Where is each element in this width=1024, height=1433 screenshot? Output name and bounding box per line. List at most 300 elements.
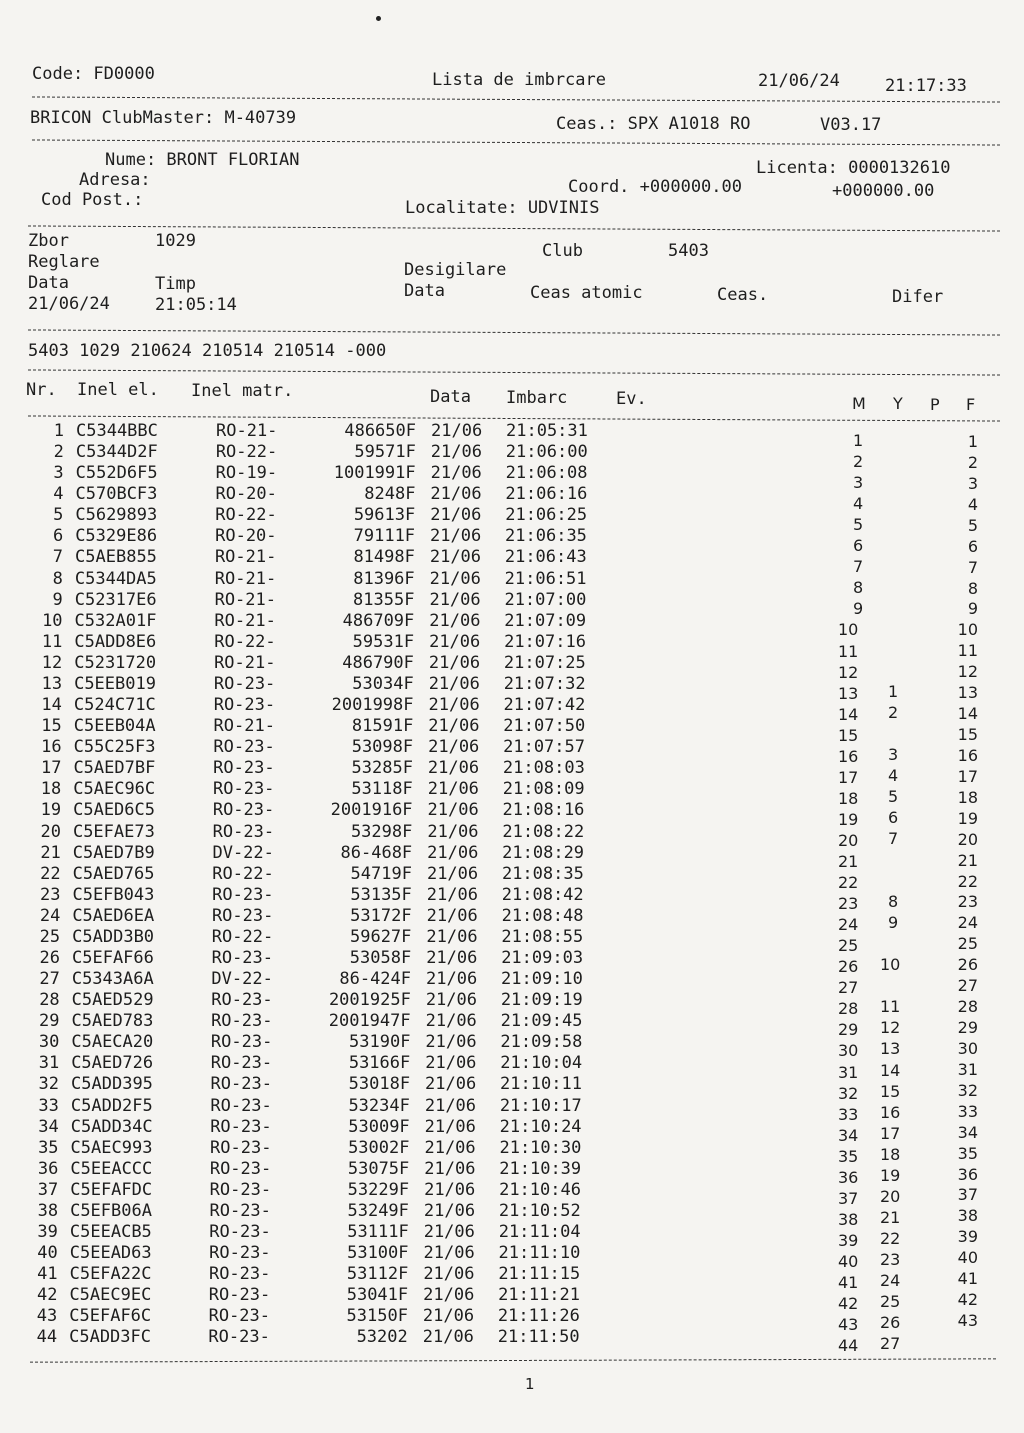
row-number: 2 xyxy=(53,442,64,463)
ring-prefix: RO-23- xyxy=(208,1264,271,1285)
table-row xyxy=(0,1284,1024,1314)
electronic-ring: C5EFB06A xyxy=(70,1200,152,1221)
ring-prefix: RO-21- xyxy=(214,652,276,673)
arrival-date: 21/06 xyxy=(423,1222,475,1243)
row-number: 34 xyxy=(38,1116,59,1137)
col-m: M xyxy=(852,394,866,413)
table-row xyxy=(0,990,1024,1019)
row-number: 26 xyxy=(39,948,60,968)
arrival-date: 21/06 xyxy=(424,1179,476,1200)
electronic-ring: C532A01F xyxy=(74,610,157,631)
ring-number: 53135F xyxy=(350,884,412,905)
rank-y: 25 xyxy=(880,1292,901,1312)
ink-dot xyxy=(376,16,381,21)
ring-number: 53100F xyxy=(347,1243,409,1264)
ring-prefix: RO-23- xyxy=(208,1306,271,1327)
row-number: 6 xyxy=(52,526,64,547)
electronic-ring: C5AECA20 xyxy=(71,1032,154,1053)
rank-y: 20 xyxy=(880,1186,901,1206)
rank-m: 30 xyxy=(838,1041,859,1061)
ring-number: 53172F xyxy=(350,905,412,926)
ring-number: 53249F xyxy=(347,1200,409,1221)
arrival-time: 21:08:29 xyxy=(502,842,585,863)
rank-m: 34 xyxy=(838,1125,859,1145)
arrival-time: 21:11:50 xyxy=(497,1327,580,1348)
ring-prefix: RO-23- xyxy=(209,1200,271,1221)
row-number: 5 xyxy=(53,505,64,526)
ring-number: 2001947F xyxy=(328,1011,411,1032)
arrival-time: 21:07:32 xyxy=(503,673,586,694)
row-number: 24 xyxy=(39,905,61,926)
table-row xyxy=(0,758,1024,787)
ring-number: 53075F xyxy=(347,1158,410,1179)
ring-prefix: RO-23- xyxy=(209,1158,272,1179)
arrival-date: 21/06 xyxy=(422,1327,474,1348)
rank-f: 41 xyxy=(957,1269,978,1289)
arrival-date: 21/06 xyxy=(426,926,478,947)
ring-number: 2001998F xyxy=(331,695,414,716)
row-number: 32 xyxy=(38,1074,60,1095)
electronic-ring: C5EEACB5 xyxy=(69,1222,152,1243)
rank-f: 40 xyxy=(957,1248,978,1268)
ring-prefix: RO-23- xyxy=(211,905,274,926)
ring-number: 486709F xyxy=(342,610,415,631)
row-number: 36 xyxy=(37,1158,59,1179)
separator xyxy=(32,96,1000,102)
arrival-date: 21/06 xyxy=(424,1158,476,1179)
ring-prefix: RO-23- xyxy=(208,1327,270,1348)
arrival-time: 21:09:10 xyxy=(501,969,583,990)
electronic-ring: C5629893 xyxy=(75,505,158,526)
ring-number: 53041F xyxy=(346,1285,409,1306)
row-number: 27 xyxy=(39,969,60,990)
table-row xyxy=(0,884,1024,914)
version: V03.17 xyxy=(820,115,882,135)
arrival-date: 21/06 xyxy=(425,990,477,1011)
rank-y: 14 xyxy=(880,1060,901,1080)
table-row xyxy=(0,1263,1024,1292)
arrival-date: 21/06 xyxy=(428,737,480,758)
ring-number: 53229F xyxy=(347,1179,410,1200)
row-number: 20 xyxy=(40,821,61,842)
row-number: 41 xyxy=(37,1264,58,1285)
owner-name: Nume: BRONT FLORIAN xyxy=(105,150,300,170)
rank-m: 41 xyxy=(838,1273,859,1292)
electronic-ring: C5EFAF6C xyxy=(69,1306,152,1327)
document-title: Lista de imbrcare xyxy=(432,70,606,90)
rank-m: 35 xyxy=(838,1146,859,1166)
row-number: 33 xyxy=(38,1095,59,1116)
rank-m: 24 xyxy=(838,915,859,935)
col-p: P xyxy=(930,395,940,414)
electronic-ring: C5AED7B9 xyxy=(72,842,155,863)
rank-y: 26 xyxy=(880,1313,901,1333)
row-number: 42 xyxy=(36,1285,58,1306)
ring-number: 59571F xyxy=(354,442,416,463)
ring-prefix: RO-23- xyxy=(209,1222,271,1243)
table-row xyxy=(0,589,1024,619)
table-row xyxy=(0,905,1024,935)
rank-y: 5 xyxy=(888,786,899,806)
col-data: Data xyxy=(430,387,471,407)
rank-y: 22 xyxy=(880,1228,901,1248)
rank-f: 6 xyxy=(967,536,978,556)
arrival-date: 21/06 xyxy=(425,1074,477,1095)
rank-m: 31 xyxy=(838,1062,859,1082)
arrival-date: 21/06 xyxy=(429,547,482,568)
arrival-date: 21/06 xyxy=(425,1032,477,1053)
row-number: 40 xyxy=(37,1243,58,1264)
rank-f: 17 xyxy=(957,766,978,786)
code-label: Code: FD0000 xyxy=(32,64,155,84)
table-row xyxy=(0,1221,1024,1250)
arrival-date: 21/06 xyxy=(426,884,478,905)
ring-number: 59613F xyxy=(353,505,416,526)
row-number: 7 xyxy=(52,547,64,568)
rank-f: 15 xyxy=(957,725,978,745)
club-value: 5403 xyxy=(668,241,709,261)
arrival-time: 21:06:43 xyxy=(504,547,587,568)
ring-prefix: RO-22- xyxy=(211,926,274,947)
rank-m: 14 xyxy=(838,704,859,724)
rank-m: 7 xyxy=(853,557,864,577)
table-row xyxy=(0,484,1024,514)
ring-number: 53058F xyxy=(349,948,412,968)
table-row xyxy=(0,926,1024,956)
ring-number: 53150F xyxy=(346,1306,408,1327)
table-row xyxy=(0,821,1024,850)
electronic-ring: C5ADD2F5 xyxy=(70,1095,153,1116)
arrival-time: 21:08:35 xyxy=(501,863,584,884)
ring-prefix: RO-23- xyxy=(212,800,275,821)
ring-prefix: RO-21- xyxy=(213,716,275,737)
rank-f: 7 xyxy=(967,557,978,577)
rank-m: 16 xyxy=(838,746,859,766)
electronic-ring: C5AED726 xyxy=(71,1053,154,1074)
header-time: 21:17:33 xyxy=(885,76,967,96)
arrival-time: 21:07:50 xyxy=(503,716,586,737)
flight-value: 1029 xyxy=(155,231,196,251)
ring-prefix: RO-23- xyxy=(211,948,274,968)
arrival-time: 21:09:19 xyxy=(500,990,583,1011)
postal-code-label: Cod Post.: xyxy=(41,190,144,210)
ring-number: 54719F xyxy=(350,863,412,884)
ring-number: 86-424F xyxy=(339,969,412,990)
arrival-date: 21/06 xyxy=(430,484,482,505)
arrival-time: 21:10:04 xyxy=(500,1053,583,1074)
rank-f: 13 xyxy=(957,683,978,703)
rank-y: 10 xyxy=(880,955,901,975)
row-number: 14 xyxy=(41,695,62,716)
ring-number: 53118F xyxy=(351,779,413,800)
ring-prefix: RO-22- xyxy=(215,505,277,526)
ring-number: 53190F xyxy=(349,1032,411,1053)
arrival-time: 21:06:25 xyxy=(505,505,588,526)
table-row xyxy=(0,442,1024,472)
rank-f: 12 xyxy=(957,662,978,682)
table-row xyxy=(0,1200,1024,1229)
ring-number: 81591F xyxy=(351,716,414,737)
row-number: 12 xyxy=(41,652,63,673)
table-row xyxy=(0,863,1024,893)
arrival-date: 21/06 xyxy=(424,1095,477,1116)
ring-prefix: RO-23- xyxy=(212,884,274,905)
rank-m: 4 xyxy=(853,494,864,514)
arrival-time: 21:10:24 xyxy=(499,1116,582,1137)
ring-number: 53112F xyxy=(346,1264,409,1285)
ring-number: 81396F xyxy=(353,568,415,589)
col-f: F xyxy=(966,395,976,414)
rank-m: 42 xyxy=(838,1294,859,1314)
rank-f: 10 xyxy=(957,620,978,640)
rank-f: 4 xyxy=(967,494,978,514)
timp-label: Timp xyxy=(155,274,196,294)
rank-f: 19 xyxy=(957,808,978,828)
rank-f: 36 xyxy=(957,1164,978,1184)
row-number: 9 xyxy=(52,589,63,610)
ring-prefix: DV-22- xyxy=(211,969,273,990)
coord: Coord. +000000.00 xyxy=(568,177,742,197)
row-number: 43 xyxy=(36,1306,58,1327)
electronic-ring: C5344DA5 xyxy=(74,568,157,589)
rank-m: 40 xyxy=(838,1251,859,1271)
row-number: 38 xyxy=(37,1200,59,1221)
ring-prefix: RO-21- xyxy=(214,568,277,589)
electronic-ring: C5231720 xyxy=(74,652,157,673)
rank-f: 20 xyxy=(957,829,978,849)
electronic-ring: C5AEB855 xyxy=(75,547,157,568)
row-number: 11 xyxy=(41,631,63,652)
arrival-time: 21:06:35 xyxy=(505,526,587,547)
arrival-date: 21/06 xyxy=(429,589,481,610)
ring-prefix: RO-22- xyxy=(212,863,274,884)
arrival-date: 21/06 xyxy=(431,421,483,441)
arrival-time: 21:08:09 xyxy=(502,779,585,800)
row-number: 22 xyxy=(40,863,61,884)
electronic-ring: C5EFB043 xyxy=(72,884,155,905)
arrival-time: 21:07:09 xyxy=(504,610,587,631)
row-number: 10 xyxy=(42,610,63,631)
rank-m: 12 xyxy=(838,662,859,682)
arrival-time: 21:05:31 xyxy=(506,421,588,441)
ring-prefix: RO-20- xyxy=(215,484,277,505)
clock-id: Ceas.: SPX A1018 RO xyxy=(556,114,751,134)
electronic-ring: C5AED6C5 xyxy=(73,800,155,821)
electronic-ring: C5EFAFDC xyxy=(70,1179,153,1200)
arrival-time: 21:10:17 xyxy=(499,1095,582,1116)
arrival-date: 21/06 xyxy=(428,716,480,737)
ring-prefix: RO-23- xyxy=(213,758,275,779)
rank-m: 29 xyxy=(838,1020,859,1040)
rank-f: 25 xyxy=(957,934,978,954)
row-number: 16 xyxy=(41,737,62,758)
row-number: 18 xyxy=(40,779,62,800)
ring-number: 2001925F xyxy=(328,990,411,1011)
arrival-date: 21/06 xyxy=(430,463,482,484)
row-number: 37 xyxy=(37,1179,59,1200)
rank-y: 8 xyxy=(888,892,899,912)
rank-y: 12 xyxy=(880,1018,901,1038)
table-row xyxy=(0,631,1024,661)
ring-prefix: RO-21- xyxy=(216,421,278,441)
row-number: 21 xyxy=(40,842,61,863)
arrival-date: 21/06 xyxy=(426,948,478,968)
table-row xyxy=(0,421,1024,451)
electronic-ring: C5ADD3B0 xyxy=(72,926,155,947)
rank-m: 8 xyxy=(853,578,864,598)
table-row xyxy=(0,1179,1024,1208)
rank-m: 2 xyxy=(853,452,864,472)
data-value: 21/06/24 xyxy=(28,294,110,314)
electronic-ring: C5ADD3FC xyxy=(69,1327,151,1348)
arrival-time: 21:11:21 xyxy=(498,1285,581,1306)
table-row xyxy=(0,1242,1024,1271)
timp-value: 21:05:14 xyxy=(155,295,237,315)
data-label: Data xyxy=(28,273,69,293)
ring-number: 79111F xyxy=(353,526,416,547)
rank-f: 22 xyxy=(957,871,978,891)
arrival-date: 21/06 xyxy=(426,905,478,926)
ring-number: 53202 xyxy=(356,1327,408,1348)
arrival-date: 21/06 xyxy=(427,800,479,821)
ring-prefix: RO-23- xyxy=(208,1285,271,1306)
rank-m: 28 xyxy=(838,999,859,1019)
row-number: 3 xyxy=(53,463,64,484)
rank-m: 13 xyxy=(838,683,859,703)
row-number: 17 xyxy=(40,758,62,779)
arrival-date: 21/06 xyxy=(427,821,479,842)
electronic-ring: C5ADD395 xyxy=(71,1074,153,1095)
table-row xyxy=(0,463,1024,493)
arrival-date: 21/06 xyxy=(426,863,479,884)
arrival-time: 21:06:51 xyxy=(504,568,587,589)
table-row xyxy=(0,1326,1024,1356)
rank-f: 21 xyxy=(957,850,978,870)
ring-prefix: RO-23- xyxy=(210,1137,272,1158)
table-row xyxy=(0,568,1024,598)
rank-m: 21 xyxy=(838,852,859,871)
flight-label: Zbor xyxy=(28,231,69,251)
ring-number: 53009F xyxy=(348,1116,410,1137)
ring-prefix: RO-23- xyxy=(213,737,275,758)
rank-f: 11 xyxy=(957,641,978,661)
rank-f: 42 xyxy=(957,1290,978,1310)
arrival-time: 21:08:03 xyxy=(502,758,585,779)
table-row xyxy=(0,969,1024,998)
row-number: 4 xyxy=(53,484,64,505)
arrival-time: 21:06:08 xyxy=(505,463,588,484)
arrival-date: 21/06 xyxy=(423,1200,476,1221)
table-row xyxy=(0,948,1024,977)
electronic-ring: C5AEC96C xyxy=(73,779,156,800)
ring-number: 53098F xyxy=(351,737,414,758)
arrival-date: 21/06 xyxy=(428,673,480,694)
rank-m: 44 xyxy=(838,1336,859,1356)
rank-y: 23 xyxy=(880,1249,901,1269)
rank-m: 27 xyxy=(838,978,859,998)
ring-prefix: RO-22- xyxy=(215,442,278,463)
ring-prefix: RO-23- xyxy=(210,1074,272,1095)
code-line: 5403 1029 210624 210514 210514 -000 xyxy=(28,341,387,361)
col-imbarc: Imbarc xyxy=(506,388,568,408)
row-number: 29 xyxy=(39,1011,60,1032)
row-number: 15 xyxy=(41,716,62,737)
ring-prefix: RO-23- xyxy=(210,1053,273,1074)
row-number: 1 xyxy=(53,421,64,441)
arrival-date: 21/06 xyxy=(429,610,481,631)
row-number: 19 xyxy=(40,800,62,821)
arrival-date: 21/06 xyxy=(424,1137,476,1158)
ring-prefix: RO-23- xyxy=(209,1179,272,1200)
rank-f: 8 xyxy=(967,578,978,598)
table-row xyxy=(0,1032,1024,1061)
arrival-date: 21/06 xyxy=(422,1306,475,1327)
arrival-date: 21/06 xyxy=(424,1116,476,1137)
ring-number: 53034F xyxy=(352,673,414,694)
rank-m: 18 xyxy=(838,788,859,808)
table-row xyxy=(0,800,1024,829)
ring-prefix: RO-21- xyxy=(214,610,276,631)
rank-f: 35 xyxy=(957,1143,978,1163)
table-row xyxy=(0,1011,1024,1040)
table-row xyxy=(0,779,1024,808)
rank-y: 15 xyxy=(880,1081,901,1101)
separator xyxy=(32,139,1000,145)
rank-f: 34 xyxy=(957,1122,978,1142)
ring-prefix: RO-23- xyxy=(210,1032,273,1053)
electronic-ring: C570BCF3 xyxy=(75,484,158,505)
col-ev: Ev. xyxy=(616,389,647,409)
table-row xyxy=(0,673,1024,703)
ring-prefix: RO-23- xyxy=(213,673,276,694)
separator xyxy=(30,1358,996,1362)
rank-m: 25 xyxy=(838,936,859,956)
rank-f: 29 xyxy=(957,1018,978,1038)
rank-f: 14 xyxy=(957,704,978,724)
ring-number: 2001916F xyxy=(330,800,413,821)
ring-prefix: RO-23- xyxy=(210,1095,272,1116)
row-number: 30 xyxy=(38,1032,60,1053)
arrival-date: 21/06 xyxy=(423,1285,475,1306)
table-row xyxy=(0,610,1024,640)
rank-f: 30 xyxy=(957,1038,978,1058)
arrival-date: 21/06 xyxy=(423,1243,475,1264)
desigilare-label: Desigilare xyxy=(404,260,507,280)
electronic-ring: C5EEB04A xyxy=(73,716,156,737)
ring-number: 53111F xyxy=(347,1222,409,1243)
rank-f: 3 xyxy=(967,473,978,493)
rank-y: 19 xyxy=(880,1165,901,1185)
rank-f: 28 xyxy=(957,997,978,1017)
table-row xyxy=(0,842,1024,871)
electronic-ring: C5344BBC xyxy=(76,421,158,441)
license: Licenta: 0000132610 xyxy=(756,158,951,178)
ring-number: 59627F xyxy=(349,926,412,947)
ring-number: 81498F xyxy=(353,547,415,568)
difer-label: Difer xyxy=(892,287,944,307)
arrival-time: 21:10:46 xyxy=(499,1179,581,1200)
table-row xyxy=(0,1158,1024,1187)
electronic-ring: C5AED783 xyxy=(71,1011,154,1032)
arrival-time: 21:10:11 xyxy=(500,1074,582,1095)
row-number: 39 xyxy=(37,1222,58,1243)
rank-y: 24 xyxy=(880,1271,901,1290)
rank-f: 23 xyxy=(957,892,978,912)
ring-prefix: RO-23- xyxy=(212,821,275,842)
electronic-ring: C5EFAE73 xyxy=(72,821,155,842)
arrival-date: 21/06 xyxy=(423,1264,475,1285)
arrival-date: 21/06 xyxy=(430,526,482,547)
